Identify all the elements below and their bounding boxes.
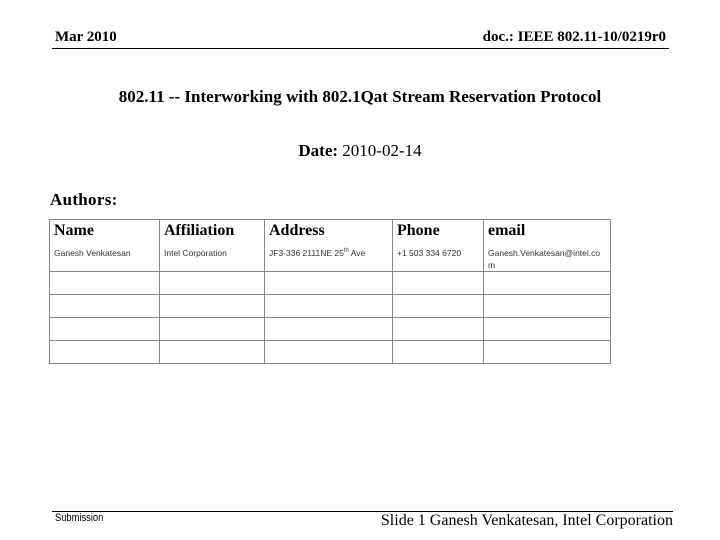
date-value: 2010-02-14 (342, 141, 422, 160)
cell-address (265, 244, 393, 272)
date-line (0, 141, 720, 161)
cell-email (484, 244, 611, 272)
empty-cell (160, 295, 265, 318)
empty-cell (160, 318, 265, 341)
empty-cell (50, 341, 160, 364)
empty-cell (484, 341, 611, 364)
empty-cell (160, 272, 265, 295)
column-header-affiliation: Affiliation (160, 220, 265, 245)
address-superscript: th (343, 248, 349, 255)
authors-table (49, 219, 611, 364)
cell-name: Ganesh Venkatesan (50, 244, 160, 272)
footer-slide-info: Slide 1 Ganesh Venkatesan, Intel Corporation (380, 512, 673, 529)
table-row (50, 318, 611, 341)
header-date: Mar 2010 (55, 29, 117, 45)
date-label: Date: (298, 141, 339, 160)
column-header-address: Address (265, 220, 393, 245)
empty-cell (484, 318, 611, 341)
empty-cell (50, 272, 160, 295)
table-row (50, 295, 611, 318)
address-text: JF3-336 2111NE 25 (269, 248, 344, 258)
empty-cell (484, 272, 611, 295)
table-row (50, 244, 611, 272)
footer-submission: Submission (55, 512, 104, 524)
email-link[interactable]: Ganesh.Venkatesan@intel.com (488, 248, 601, 270)
empty-cell (393, 295, 484, 318)
empty-cell (484, 295, 611, 318)
cell-affiliation: Intel Corporation (160, 244, 265, 272)
header-divider (52, 48, 669, 49)
document-title: 802.11 -- Interworking with 802.1Qat Stream Reservation Protocol (118, 87, 602, 106)
address-text-end: Ave (348, 248, 366, 258)
column-header-email: email (484, 220, 611, 245)
empty-cell (265, 341, 393, 364)
empty-cell (265, 318, 393, 341)
column-header-phone: Phone (393, 220, 484, 245)
empty-cell (265, 295, 393, 318)
header-doc-id: doc.: IEEE 802.11-10/0219r0 (482, 29, 666, 45)
empty-cell (393, 341, 484, 364)
empty-cell (393, 272, 484, 295)
table-row (50, 272, 611, 295)
empty-cell (393, 318, 484, 341)
empty-cell (265, 272, 393, 295)
empty-cell (50, 318, 160, 341)
column-header-name: Name (50, 220, 160, 245)
table-row (50, 341, 611, 364)
cell-phone: +1 503 334 6720 (393, 244, 484, 272)
empty-cell (50, 295, 160, 318)
table-header-row (50, 220, 611, 245)
authors-label: Authors: (50, 190, 118, 209)
empty-cell (160, 341, 265, 364)
